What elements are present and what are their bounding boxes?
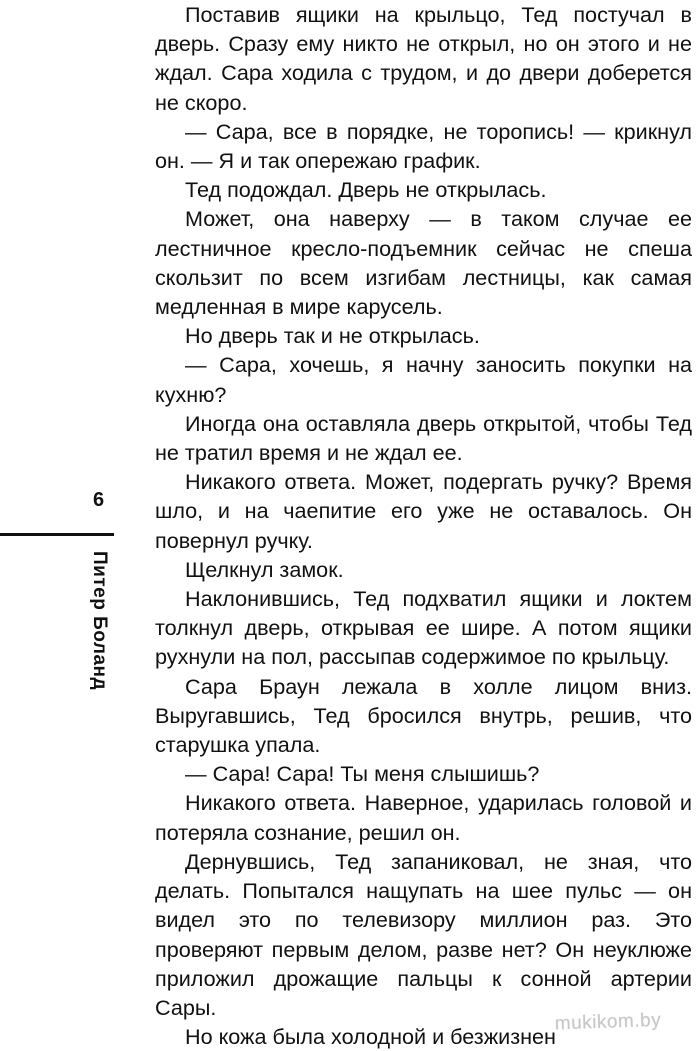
paragraph: Поставив ящики на крыльцо, Тед постучал в дверь. Сразу ему никто не открыл, но он этого и не ждал. Сара ходила с трудом, и до двери доберется не скоро. bbox=[155, 2, 692, 115]
paragraph: — Сара, все в порядке, не торопись! — крикнул он. — Я и так опережаю график. bbox=[155, 118, 692, 174]
paragraph: — Сара! Сара! Ты меня слышишь? bbox=[185, 761, 540, 787]
paragraph: Иногда она оставляла дверь открытой, чтобы Тед не тратил время и не ждал ее. bbox=[155, 410, 692, 466]
running-head-author: Питер Боланд bbox=[89, 551, 110, 691]
paragraph: Никакого ответа. Наверное, ударилась головой и потеряла сознание, решил он. bbox=[155, 790, 692, 845]
paragraph: Но кожа была холодной и безжизнен bbox=[185, 1024, 556, 1050]
paragraph: Щелкнул замок. bbox=[185, 556, 344, 582]
paragraph: Наклонившись, Тед подхватил ящики и локтем толкнул дверь, открывая ее шире. А потом ящики рухнули на пол, рассыпав содержимое по крыльцу. bbox=[155, 586, 692, 670]
margin-rule bbox=[0, 533, 114, 536]
body-text bbox=[155, 0, 692, 1050]
paragraph: Дернувшись, Тед запаниковал, не зная, что делать. Попытался нащупать на шее пульс — он видел это по телевизору миллион раз. Это проверяют первым делом, разве нет? Он неуклюже приложил дрожащие пальцы к сонной артерии Сары. bbox=[155, 848, 692, 1020]
paragraph: Сара Браун лежала в холле лицом вниз. Выругавшись, Тед бросился внутрь, решив, что старушка упала. bbox=[155, 673, 692, 758]
paragraph: Может, она наверху — в таком случае ее лестничное кресло-подъемник сейчас не спеша скользит по всем изгибам лестницы, как самая медленная в мире карусель. bbox=[155, 206, 692, 320]
paragraph: Но дверь так и не открылась. bbox=[185, 323, 480, 349]
paragraph: — Сара, хочешь, я начну заносить покупки на кухню? bbox=[155, 352, 692, 407]
page-number: 6 bbox=[93, 489, 105, 511]
paragraph: Тед подождал. Дверь не открылась. bbox=[185, 177, 547, 203]
watermark: mukikom.by bbox=[554, 1009, 662, 1035]
paragraph: Никакого ответа. Может, подергать ручку? Время шло, и на чаепитие его уже не оставалось. Он повернул ручку. bbox=[155, 469, 692, 553]
